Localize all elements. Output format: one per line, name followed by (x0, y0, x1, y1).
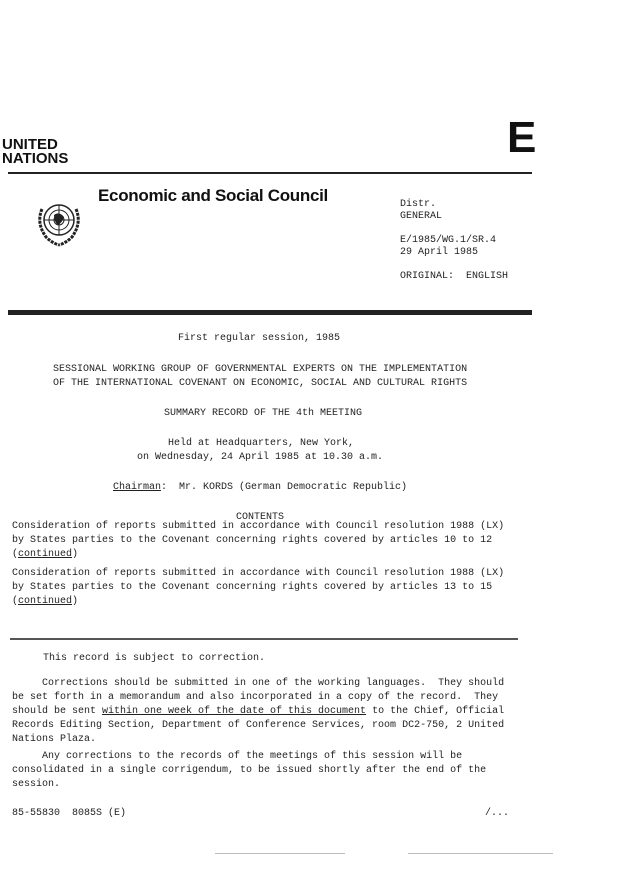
summary-record-title: SUMMARY RECORD OF THE 4th MEETING (164, 408, 363, 419)
job-number: 85-55830 8085S (E) (12, 808, 127, 819)
meeting-location: Held at Headquarters, New York, (168, 438, 355, 449)
notice-line: Records Editing Section, Department of Conference Services, room DC2-750, 2 United (12, 720, 505, 731)
distribution-value: GENERAL (400, 211, 443, 222)
un-emblem-icon (8, 184, 62, 240)
scan-artifact-line (408, 853, 553, 854)
distribution-label: Distr. (400, 199, 437, 210)
working-group-line2: OF THE INTERNATIONAL COVENANT ON ECONOMIC, SOCIAL AND CULTURAL RIGHTS (53, 378, 468, 389)
notice-line: consolidated in a single corrigendum, to be issued shortly after the end of the (12, 765, 487, 776)
notice-line: should be sent (12, 706, 103, 717)
scan-artifact-line (215, 853, 345, 854)
contents-item-line: by States parties to the Covenant concerning rights covered by articles 10 to 12 (12, 535, 493, 546)
chairman-value: : Mr. KORDS (German Democratic Republic) (161, 482, 408, 493)
notice-paragraph-2 (12, 677, 504, 747)
notice-line: be set forth in a memorandum and also incorporated in a copy of the record. They (12, 692, 499, 703)
section-rule (10, 638, 518, 640)
org-name-line2: NATIONS (2, 150, 69, 167)
meeting-datetime: on Wednesday, 24 April 1985 at 10.30 a.m. (137, 452, 384, 463)
contents-item: Consideration of reports submitted in accordance with Council resolution 1988 (LX) by States parties to the Covenant concerning rights covered by articles 13 to 15 (continued) (12, 568, 505, 607)
notice-paragraph-3 (12, 750, 486, 792)
deadline-emphasis: within one week of the date of this document (102, 706, 367, 717)
document-symbol: E/1985/WG.1/SR.4 (400, 235, 497, 246)
notice-line: Corrections should be submitted in one of the working languages. They should (42, 678, 505, 689)
notice-line: Nations Plaza. (12, 734, 97, 745)
working-group-line1: SESSIONAL WORKING GROUP OF GOVERNMENTAL EXPERTS ON THE IMPLEMENTATION (53, 364, 468, 375)
contents-item-line: Consideration of reports submitted in accordance with Council resolution 1988 (LX) (12, 521, 505, 532)
original-language: ORIGINAL: ENGLISH (400, 271, 509, 282)
contents-item-line: Consideration of reports submitted in accordance with Council resolution 1988 (LX) (12, 568, 505, 579)
header-thick-rule (8, 310, 532, 315)
chairman-line (113, 482, 407, 493)
notice-line: to the Chief, Official (366, 706, 505, 717)
org-name-line1: UNITED (2, 136, 58, 153)
continued-label: continued (18, 549, 73, 560)
document-series-letter: E (507, 113, 537, 162)
contents-heading: CONTENTS (236, 512, 285, 523)
continuation-mark: /... (485, 808, 510, 819)
notice-line: session. (12, 779, 61, 790)
session-title: First regular session, 1985 (178, 333, 341, 344)
document-date: 29 April 1985 (400, 247, 479, 258)
notice-paragraph-1: This record is subject to correction. (43, 653, 266, 664)
chairman-label: Chairman (113, 482, 162, 493)
continued-label: continued (18, 596, 73, 607)
contents-item: Consideration of reports submitted in accordance with Council resolution 1988 (LX) by States parties to the Covenant concerning rights covered by articles 10 to 12 (continued) (12, 521, 505, 560)
council-name: Economic and Social Council (98, 186, 328, 205)
contents-item-line: by States parties to the Covenant concerning rights covered by articles 13 to 15 (12, 582, 493, 593)
notice-line: Any corrections to the records of the meetings of this session will be (42, 751, 463, 762)
header-rule (8, 172, 532, 174)
